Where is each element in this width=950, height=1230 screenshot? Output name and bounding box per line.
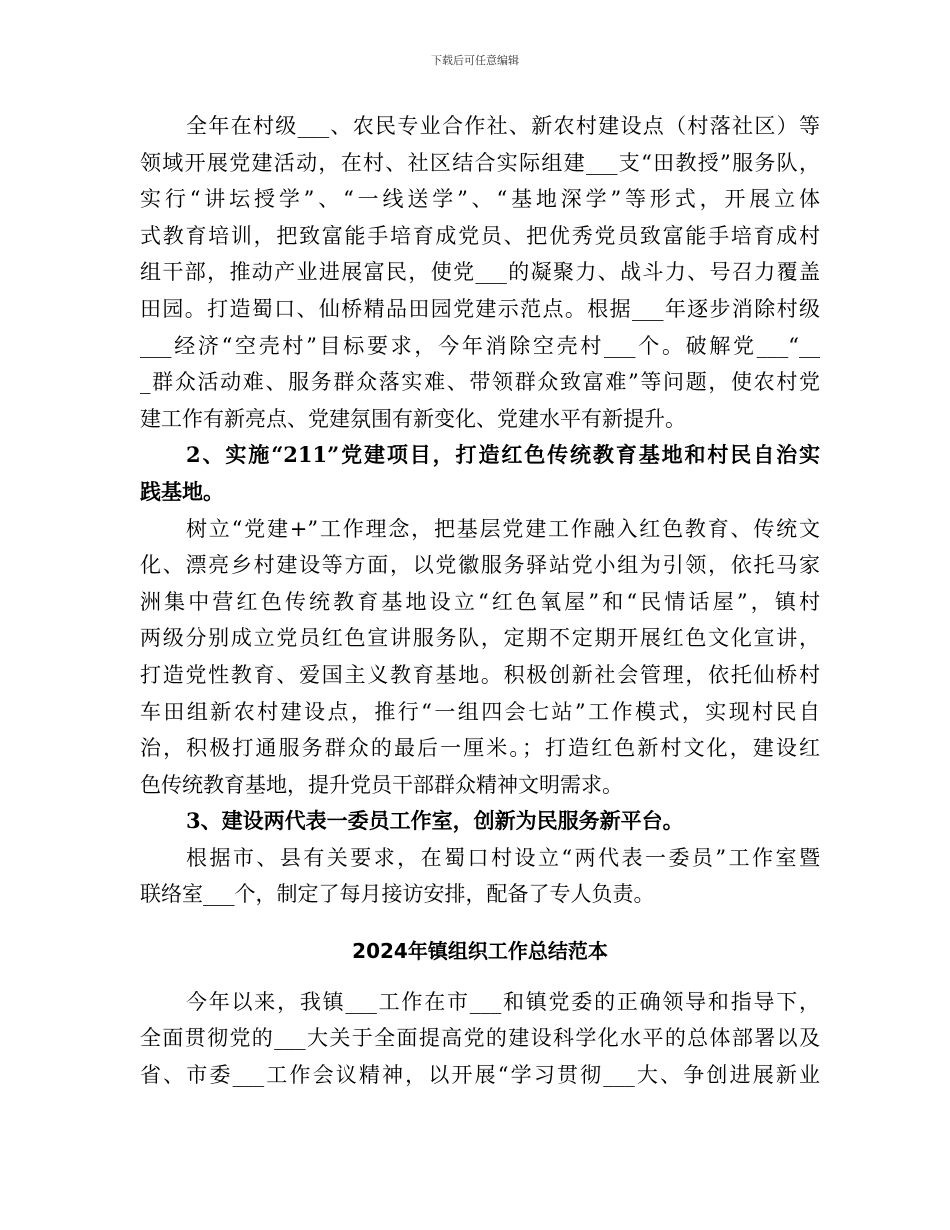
text-line: 车田组新农村建设点，推行“一组四会七站”工作模式，实现村民自 [140, 699, 820, 724]
paragraph-3 [140, 840, 820, 913]
paragraph-4 [140, 984, 820, 1094]
text-line: 领域开展党建活动，在村、社区结合实际组建___支“田教授”服务队， [140, 150, 820, 175]
text-line: 治，积极打通服务群众的最后一厘米。；打造红色新村文化，建设红 [140, 736, 820, 761]
heading-line: 3、建设两代表一委员工作室，创新为民服务新平台。 [186, 808, 684, 834]
text-line: 建工作有新亮点、党建氛围有新变化、党建水平有新提升。 [140, 406, 686, 431]
section-heading-3 [140, 803, 820, 840]
text-line: 联络室___个，制定了每月接访安排，配备了专人负责。 [140, 882, 655, 907]
text-line: ___经济“空壳村”目标要求，今年消除空壳村___个。破解党___“__ [140, 333, 820, 358]
page-header-note: 下载后可任意编辑 [431, 54, 519, 67]
text-line: 实行“讲坛授学”、“一线送学”、“基地深学”等形式，开展立体 [140, 187, 820, 212]
text-line: 今年以来，我镇___工作在市___和镇党委的正确领导和指导下， [186, 989, 820, 1014]
text-line: 组干部，推动产业进展富民，使党___的凝聚力、战斗力、号召力覆盖 [140, 260, 820, 285]
heading-line: 践基地。 [140, 478, 224, 504]
paragraph-2 [140, 511, 820, 804]
text-line: 式教育培训，把致富能手培育成党员、把优秀党员致富能手培育成村 [140, 223, 820, 248]
text-line: 树立“党建+”工作理念，把基层党建工作融入红色教育、传统文 [186, 516, 820, 541]
paragraph-1 [140, 108, 820, 437]
text-line: 洲集中营红色传统教育基地设立“红色氧屋”和“民情话屋”，镇村 [140, 589, 820, 614]
document-title: 2024年镇组织工作总结范本 [352, 939, 608, 964]
text-line: 根据市、县有关要求，在蜀口村设立“两代表一委员”工作室暨 [186, 845, 820, 870]
text-line: 全年在村级___、农民专业合作社、新农村建设点（村落社区）等 [186, 114, 820, 138]
section-heading-2 [140, 437, 820, 510]
document-body [140, 108, 820, 1093]
heading-line: 2、实施“211”党建项目，打造红色传统教育基地和村民自治实 [186, 442, 820, 468]
text-line: 省、市委___工作会议精神，以开展“学习贯彻___大、争创进展新业 [140, 1062, 820, 1087]
text-line: _群众活动难、服务群众落实难、带领群众致富难”等问题，使农村党 [140, 370, 820, 395]
text-line: 色传统教育基地，提升党员干部群众精神文明需求。 [140, 772, 623, 797]
text-line: 打造党性教育、爱国主义教育基地。积极创新社会管理，依托仙桥村 [140, 662, 820, 687]
text-line: 全面贯彻党的___大关于全面提高党的建设科学化水平的总体部署以及 [140, 1026, 820, 1051]
text-line: 化、漂亮乡村建设等方面，以党徽服务驿站党小组为引领，依托马家 [140, 553, 820, 578]
text-line: 田园。打造蜀口、仙桥精品田园党建示范点。根据___年逐步消除村级 [140, 296, 820, 321]
text-line: 两级分别成立党员红色宣讲服务队，定期不定期开展红色文化宣讲， [140, 626, 820, 651]
